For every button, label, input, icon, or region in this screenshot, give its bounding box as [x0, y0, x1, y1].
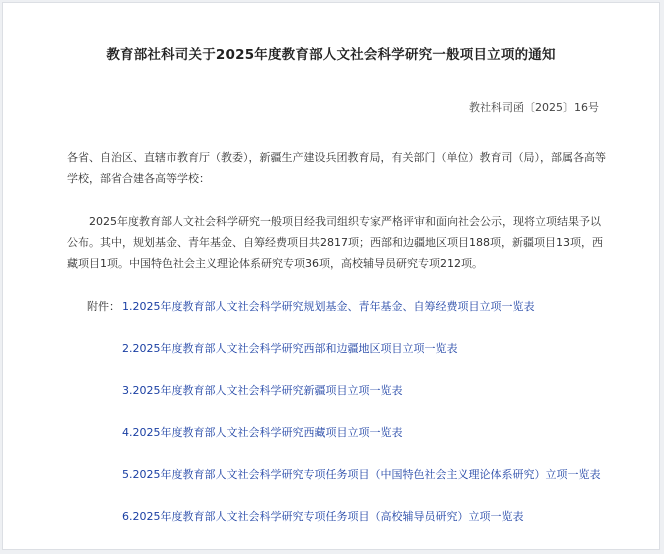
notice-page: [2, 2, 660, 550]
attachment-link-6[interactable]: 6.2025年度教育部人文社会科学研究专项任务项目（高校辅导员研究）立项一览表: [122, 510, 524, 523]
attachment-link-3[interactable]: 3.2025年度教育部人文社会科学研究新疆项目立项一览表: [122, 384, 403, 397]
attachments-label: 附件：: [87, 300, 120, 313]
attachment-link-2[interactable]: 2.2025年度教育部人文社会科学研究西部和边疆地区项目立项一览表: [122, 342, 458, 355]
attachment-link-5[interactable]: 5.2025年度教育部人文社会科学研究专项任务项目（中国特色社会主义理论体系研究）立项一览表: [122, 468, 601, 481]
body-text: 2025年度教育部人文社会科学研究一般项目经我司组织专家严格评审和面向社会公示，现将立项结果予以公布。其中，规划基金、青年基金、自筹经费项目共2817项；西部和边疆地区项目188项，新疆项目13项，西藏项目1项。中国特色社会主义理论体系研究专项36项，高校辅导员研究专项212项。: [67, 215, 603, 270]
body-paragraph: [67, 211, 607, 274]
notice-title: 教育部社科司关于2025年度教育部人文社会科学研究一般项目立项的通知: [106, 47, 556, 63]
recipients-paragraph: 各省、自治区、直辖市教育厅（教委），新疆生产建设兵团教育局，有关部门（单位）教育司（局），部属各高等学校，部省合建各高等学校：: [67, 151, 606, 185]
attachment-link-4[interactable]: 4.2025年度教育部人文社会科学研究西藏项目立项一览表: [122, 426, 403, 439]
document-number: 教社科司函〔2025〕16号: [469, 101, 599, 114]
attachment-link-1[interactable]: 1.2025年度教育部人文社会科学研究规划基金、青年基金、自筹经费项目立项一览表: [122, 300, 535, 313]
